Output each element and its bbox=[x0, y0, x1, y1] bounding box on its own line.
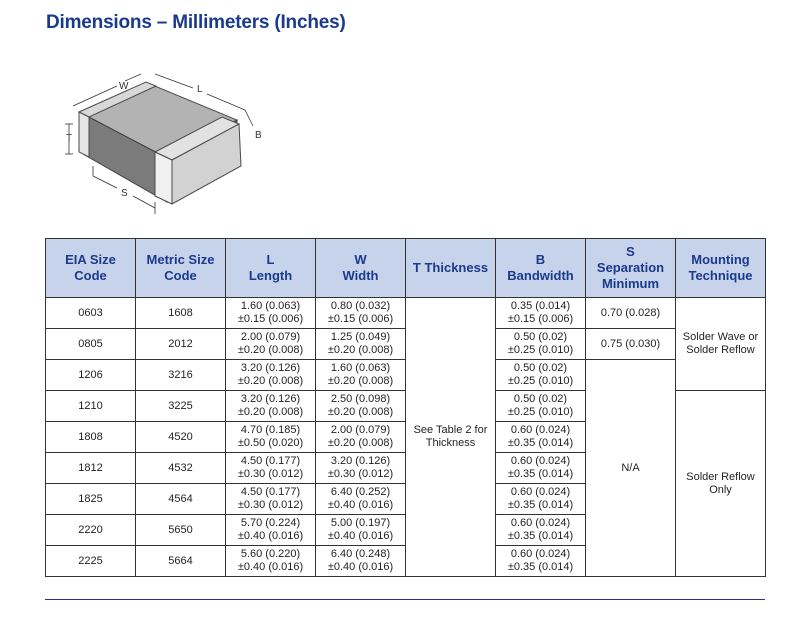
cell-eia: 1825 bbox=[46, 484, 136, 515]
cell-width: 5.00 (0.197) ±0.40 (0.016) bbox=[316, 515, 406, 546]
cell-metric: 3225 bbox=[136, 391, 226, 422]
diagram-label-l: L bbox=[197, 84, 203, 95]
cell-bandwidth: 0.60 (0.024) ±0.35 (0.014) bbox=[496, 484, 586, 515]
cell-bandwidth: 0.60 (0.024) ±0.35 (0.014) bbox=[496, 515, 586, 546]
header-thickness: T Thickness bbox=[406, 239, 496, 298]
header-metric-size-code: Metric Size Code bbox=[136, 239, 226, 298]
cell-metric: 4564 bbox=[136, 484, 226, 515]
cell-length: 1.60 (0.063) ±0.15 (0.006) bbox=[226, 298, 316, 329]
footer-divider bbox=[45, 599, 765, 600]
cell-length: 3.20 (0.126) ±0.20 (0.008) bbox=[226, 391, 316, 422]
cell-bandwidth: 0.60 (0.024) ±0.35 (0.014) bbox=[496, 453, 586, 484]
cell-bandwidth: 0.50 (0.02) ±0.25 (0.010) bbox=[496, 360, 586, 391]
table-header-row bbox=[46, 239, 766, 298]
header-separation-minimum: S Separation Minimum bbox=[586, 239, 676, 298]
cell-width: 3.20 (0.126) ±0.30 (0.012) bbox=[316, 453, 406, 484]
cell-length: 5.70 (0.224) ±0.40 (0.016) bbox=[226, 515, 316, 546]
cell-mounting-reflow-only: Solder Reflow Only bbox=[676, 391, 766, 577]
cell-eia: 1808 bbox=[46, 422, 136, 453]
cell-width: 6.40 (0.252) ±0.40 (0.016) bbox=[316, 484, 406, 515]
cell-eia: 0603 bbox=[46, 298, 136, 329]
cell-length: 2.00 (0.079) ±0.20 (0.008) bbox=[226, 329, 316, 360]
cell-width: 1.25 (0.049) ±0.20 (0.008) bbox=[316, 329, 406, 360]
cell-width: 1.60 (0.063) ±0.20 (0.008) bbox=[316, 360, 406, 391]
cell-length: 4.50 (0.177) ±0.30 (0.012) bbox=[226, 453, 316, 484]
right-termination-front bbox=[155, 152, 172, 204]
cell-metric: 4532 bbox=[136, 453, 226, 484]
cell-bandwidth: 0.50 (0.02) ±0.25 (0.010) bbox=[496, 329, 586, 360]
header-mounting-technique: Mounting Technique bbox=[676, 239, 766, 298]
cell-length: 4.70 (0.185) ±0.50 (0.020) bbox=[226, 422, 316, 453]
cell-separation: 0.70 (0.028) bbox=[586, 298, 676, 329]
header-width: W Width bbox=[316, 239, 406, 298]
cell-width: 2.00 (0.079) ±0.20 (0.008) bbox=[316, 422, 406, 453]
cell-metric: 2012 bbox=[136, 329, 226, 360]
cell-metric: 5650 bbox=[136, 515, 226, 546]
left-termination-front bbox=[79, 112, 89, 157]
dimensions-table bbox=[45, 238, 766, 577]
cell-metric: 3216 bbox=[136, 360, 226, 391]
header-length: L Length bbox=[226, 239, 316, 298]
page-title: Dimensions – Millimeters (Inches) bbox=[46, 12, 346, 33]
cell-bandwidth: 0.60 (0.024) ±0.35 (0.014) bbox=[496, 422, 586, 453]
diagram-label-w: W bbox=[119, 81, 129, 92]
cell-bandwidth: 0.35 (0.014) ±0.15 (0.006) bbox=[496, 298, 586, 329]
diagram-label-s: S bbox=[121, 188, 128, 199]
cell-eia: 2220 bbox=[46, 515, 136, 546]
cell-metric: 4520 bbox=[136, 422, 226, 453]
cell-eia: 1206 bbox=[46, 360, 136, 391]
cell-length: 3.20 (0.126) ±0.20 (0.008) bbox=[226, 360, 316, 391]
cell-width: 0.80 (0.032) ±0.15 (0.006) bbox=[316, 298, 406, 329]
table-row bbox=[46, 298, 766, 329]
cell-eia: 0805 bbox=[46, 329, 136, 360]
cell-separation-na: N/A bbox=[586, 360, 676, 577]
header-eia-size-code: EIA Size Code bbox=[46, 239, 136, 298]
cell-bandwidth: 0.50 (0.02) ±0.25 (0.010) bbox=[496, 391, 586, 422]
cell-width: 6.40 (0.248) ±0.40 (0.016) bbox=[316, 546, 406, 577]
cell-bandwidth: 0.60 (0.024) ±0.35 (0.014) bbox=[496, 546, 586, 577]
diagram-label-t: T bbox=[66, 133, 73, 144]
header-bandwidth: B Bandwidth bbox=[496, 239, 586, 298]
cell-mounting-wave-or-reflow: Solder Wave or Solder Reflow bbox=[676, 298, 766, 391]
capacitor-dimension-diagram bbox=[55, 62, 285, 222]
cell-eia: 1210 bbox=[46, 391, 136, 422]
cell-length: 5.60 (0.220) ±0.40 (0.016) bbox=[226, 546, 316, 577]
cell-thickness-note: See Table 2 for Thickness bbox=[406, 298, 496, 577]
cell-metric: 1608 bbox=[136, 298, 226, 329]
cell-separation: 0.75 (0.030) bbox=[586, 329, 676, 360]
cell-length: 4.50 (0.177) ±0.30 (0.012) bbox=[226, 484, 316, 515]
cell-eia: 2225 bbox=[46, 546, 136, 577]
cell-metric: 5664 bbox=[136, 546, 226, 577]
cell-width: 2.50 (0.098) ±0.20 (0.008) bbox=[316, 391, 406, 422]
cell-eia: 1812 bbox=[46, 453, 136, 484]
diagram-label-b: B bbox=[255, 130, 262, 141]
